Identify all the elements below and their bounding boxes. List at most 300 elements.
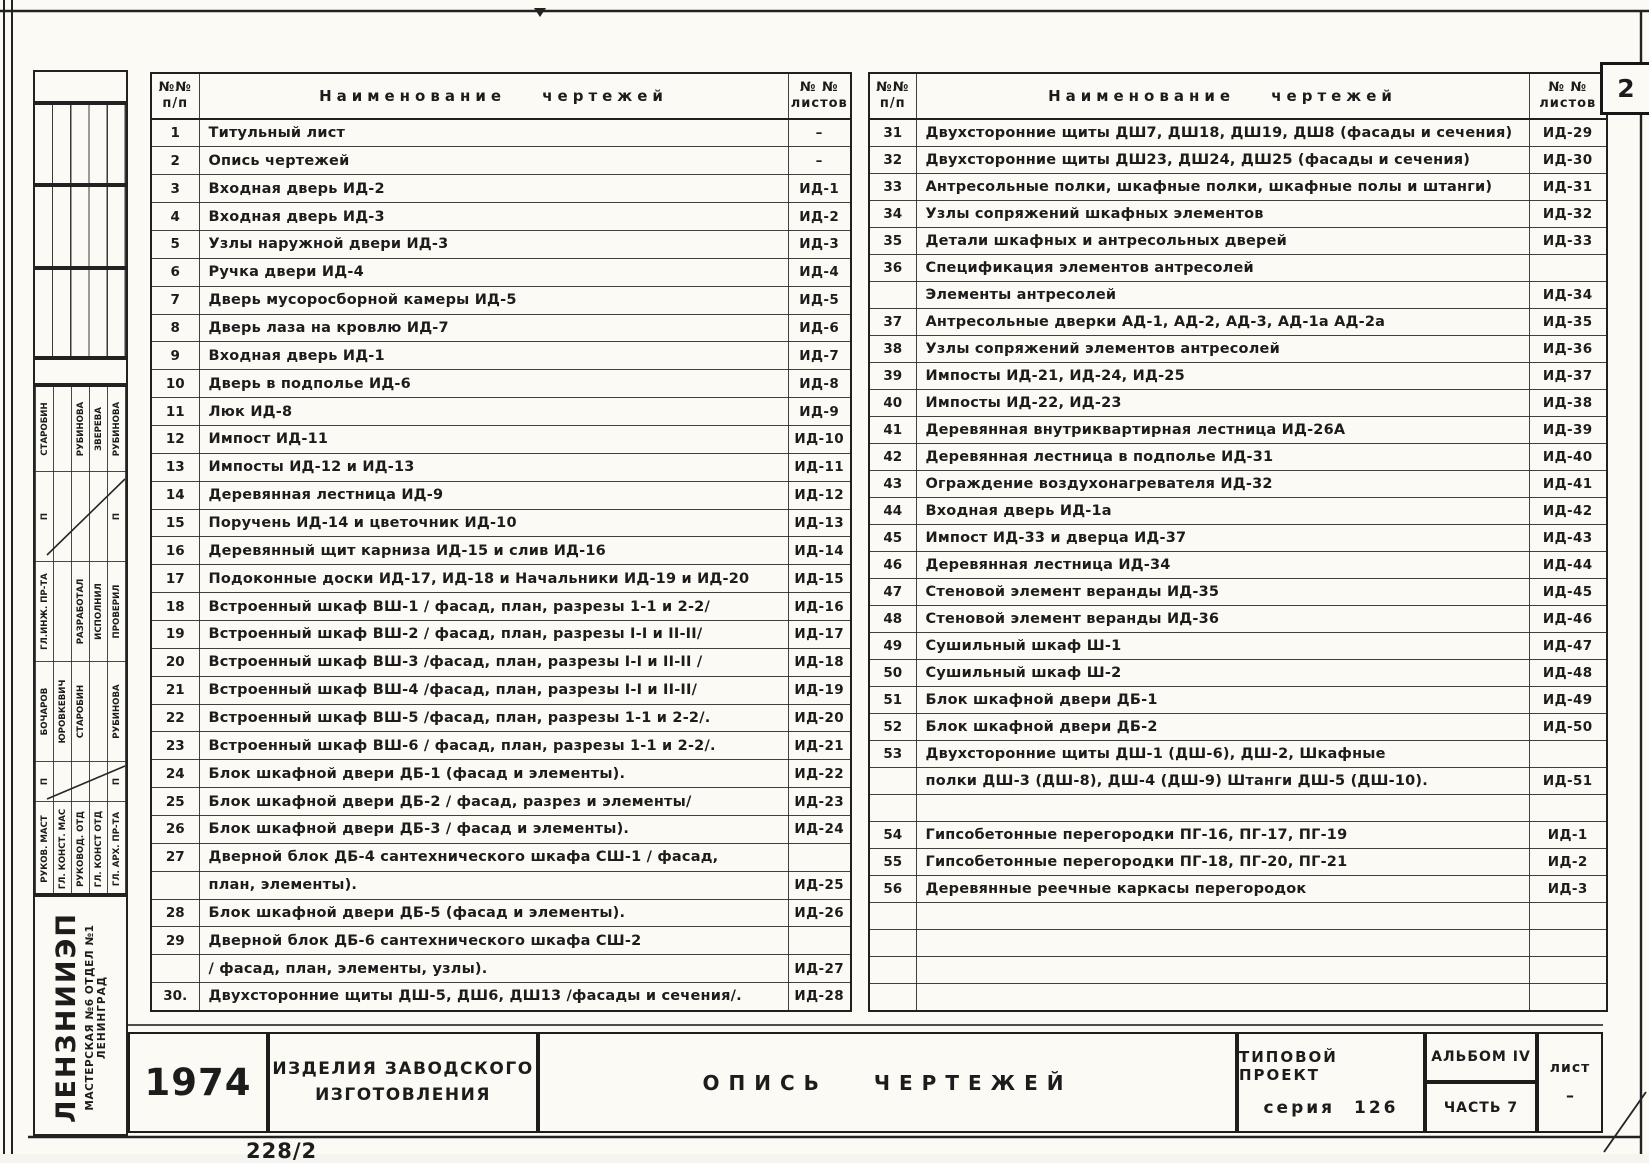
title-block-project-cell [1237,1032,1425,1133]
c-sheet: ИД-22 [788,760,851,788]
c-name: Узлы наружной двери ИД-3 [199,230,788,258]
table-row [869,524,1607,551]
table-row [869,146,1607,173]
c-name: Деревянный щит карниза ИД-15 и слив ИД-16 [199,537,788,565]
c-name: Ручка двери ИД-4 [199,258,788,286]
c-num: 13 [151,453,199,481]
table-row [869,875,1607,902]
table-row [151,230,851,258]
table-row [869,767,1607,794]
c-name: Импосты ИД-12 и ИД-13 [199,453,788,481]
c-sheet [1529,740,1607,767]
sheet-label: лист [1549,1060,1591,1076]
c-num: 17 [151,565,199,593]
c-name: Входная дверь ИД-1а [916,497,1529,524]
c-name: Входная дверь ИД-3 [199,203,788,231]
s-role: РУКОВОД. ОТД [72,802,90,896]
c-sheet: – [788,147,851,175]
c-sheet: ИД-49 [1529,686,1607,713]
c-num: 55 [869,848,916,875]
c-num: 46 [869,551,916,578]
revision-grid-block [33,185,128,268]
c-num: 37 [869,308,916,335]
c-sheet: ИД-1 [788,175,851,203]
table-row [151,147,851,175]
sheet-value: – [1566,1086,1574,1105]
c-name: Блок шкафной двери ДБ-2 [916,713,1529,740]
c-sheet: ИД-11 [788,453,851,481]
c-name: Встроенный шкаф ВШ-4 /фасад, план, разрезы I-I и II-II/ [199,676,788,704]
c-sheet: ИД-21 [788,732,851,760]
c-num: 30. [151,983,199,1011]
table-row [869,794,1607,821]
c-name: Деревянная лестница ИД-9 [199,481,788,509]
c-sheet: ИД-6 [788,314,851,342]
c-num: 53 [869,740,916,767]
c-name: Опись чертежей [199,147,788,175]
c-num: 45 [869,524,916,551]
series: серия 126 [1263,1097,1399,1118]
table-row [151,565,851,593]
c-num [869,767,916,794]
table-row [869,470,1607,497]
c-name: полки ДШ-3 (ДШ-8), ДШ-4 (ДШ-9) Штанги ДШ-5 (ДШ-10). [916,767,1529,794]
c-num: 51 [869,686,916,713]
table-row [151,342,851,370]
c-sheet: ИД-26 [788,899,851,927]
c-name: Дверной блок ДБ-4 сантехнического шкафа СШ-1 / фасад, [199,843,788,871]
c-name: Блок шкафной двери ДБ-1 [916,686,1529,713]
table-row [869,389,1607,416]
table-row [151,453,851,481]
table-row [151,593,851,621]
c-num: 6 [151,258,199,286]
s-name: СТАРОБИН [72,662,90,762]
c-name: Подоконные доски ИД-17, ИД-18 и Начальники ИД-19 и ИД-20 [199,565,788,593]
c-num: 22 [151,704,199,732]
c-num: 50 [869,659,916,686]
table-row [869,173,1607,200]
c-num: 54 [869,821,916,848]
c-num: 49 [869,632,916,659]
c-num [869,794,916,821]
table-row [151,927,851,955]
signature-strokes [35,387,128,895]
archive-number-handwritten: 228/2 [246,1139,318,1163]
c-name: план, элементы). [199,871,788,899]
title-block-year-cell [128,1032,268,1133]
c-sheet: ИД-50 [1529,713,1607,740]
organisation-city: ЛЕНИНГРАД [96,975,109,1060]
c-num: 35 [869,227,916,254]
c-num: 43 [869,470,916,497]
s-role: ГЛ. АРХ. ПР-ТА [108,802,126,896]
c-num: 16 [151,537,199,565]
s-name: РУБИНОВА [72,387,90,472]
c-name: Встроенный шкаф ВШ-3 /фасад, план, разрезы I-I и II-II / [199,648,788,676]
c-name: Импосты ИД-22, ИД-23 [916,389,1529,416]
c-name: Дверной блок ДБ-6 сантехнического шкафа СШ-2 [199,927,788,955]
c-name: Импост ИД-33 и дверца ИД-37 [916,524,1529,551]
c-name: Встроенный шкаф ВШ-1 / фасад, план, разрезы 1-1 и 2-2/ [199,593,788,621]
c-num: 14 [151,481,199,509]
sheet-cell [1537,1032,1603,1133]
c-num [869,902,916,929]
table-row [869,659,1607,686]
c-sheet: ИД-37 [1529,362,1607,389]
s-sig: П [108,472,126,562]
table-row [869,254,1607,281]
c-num [869,281,916,308]
table-row [869,984,1607,1011]
table-row [151,815,851,843]
c-num: 31 [869,119,916,146]
c-name: Антресольные полки, шкафные полки, шкафные полы и штанги) [916,173,1529,200]
part-cell [1425,1082,1537,1133]
table-row [869,713,1607,740]
c-name: Дверь мусоросборной камеры ИД-5 [199,286,788,314]
table-row [151,258,851,286]
c-num: 10 [151,370,199,398]
table-row [151,509,851,537]
s-role: ГЛ.ИНЖ. ПР-ТА [36,562,54,662]
c-name: Сушильный шкаф Ш-1 [916,632,1529,659]
signature-stamp [33,385,128,895]
page-number-box [1600,62,1649,115]
c-name: Люк ИД-8 [199,398,788,426]
column-header-name: Наименование чертежей [916,73,1529,119]
c-sheet [788,927,851,955]
table-row [151,537,851,565]
c-name: Гипсобетонные перегородки ПГ-18, ПГ-20, ПГ-21 [916,848,1529,875]
drawings-table-left [150,72,852,1010]
c-name: Антресольные дверки АД-1, АД-2, АД-3, АД-1а АД-2а [916,308,1529,335]
c-sheet: ИД-35 [1529,308,1607,335]
c-name: Блок шкафной двери ДБ-2 / фасад, разрез и элементы/ [199,788,788,816]
table-row [151,899,851,927]
part: ЧАСТЬ 7 [1443,1099,1519,1116]
s-sig: П [108,762,126,802]
c-name: Деревянная внутриквартирная лестница ИД-26А [916,416,1529,443]
c-num: 25 [151,788,199,816]
c-name: Блок шкафной двери ДБ-3 / фасад и элементы). [199,815,788,843]
table-row [151,760,851,788]
table-row [869,632,1607,659]
c-name: Деревянная лестница в подполье ИД-31 [916,443,1529,470]
c-sheet: ИД-29 [1529,119,1607,146]
organisation-workshop: МАСТЕРСКАЯ №6 ОТДЕЛ №1 [84,924,97,1111]
table-row [151,398,851,426]
product-name-line1: ИЗДЕЛИЯ ЗАВОДСКОГО [272,1059,534,1079]
table-row [151,788,851,816]
c-sheet [1529,254,1607,281]
c-num: 33 [869,173,916,200]
c-sheet: ИД-47 [1529,632,1607,659]
column-header-name: Наименование чертежей [199,73,788,119]
c-sheet: ИД-3 [1529,875,1607,902]
c-num: 21 [151,676,199,704]
c-name: Деревянная лестница ИД-34 [916,551,1529,578]
c-num: 38 [869,335,916,362]
c-sheet: ИД-1 [1529,821,1607,848]
organisation-block [33,895,128,1136]
c-sheet: ИД-38 [1529,389,1607,416]
c-num [151,871,199,899]
drawings-table-right [868,72,1608,1010]
c-sheet: ИД-15 [788,565,851,593]
table-row [151,983,851,1011]
c-sheet: ИД-13 [788,509,851,537]
c-num: 27 [151,843,199,871]
table-row [869,605,1607,632]
table-row [869,119,1607,146]
table-row [869,929,1607,956]
c-num: 15 [151,509,199,537]
c-sheet: ИД-43 [1529,524,1607,551]
table-row [151,119,851,147]
s-role: РАЗРАБОТАЛ [72,562,90,662]
table-row [151,425,851,453]
c-num: 9 [151,342,199,370]
c-name: Стеновой элемент веранды ИД-35 [916,578,1529,605]
c-name [916,902,1529,929]
c-name: Узлы сопряжений шкафных элементов [916,200,1529,227]
column-header-number: №№ п/п [869,73,916,119]
c-sheet: ИД-23 [788,788,851,816]
c-num: 52 [869,713,916,740]
c-name: Двухсторонние щиты ДШ23, ДШ24, ДШ25 (фасады и сечения) [916,146,1529,173]
table-row [151,955,851,983]
s-role: ПРОВЕРИЛ [108,562,126,662]
c-num: 42 [869,443,916,470]
c-sheet: ИД-7 [788,342,851,370]
c-num: 8 [151,314,199,342]
c-sheet: ИД-10 [788,425,851,453]
table-row [869,281,1607,308]
c-num: 36 [869,254,916,281]
c-num [869,956,916,983]
s-role: ГЛ. КОНСТ ОТД [90,802,108,896]
c-num: 56 [869,875,916,902]
s-name: СТАРОБИН [36,387,54,472]
s-role: ГЛ. КОНСТ. МАС [54,802,72,896]
c-name: Встроенный шкаф ВШ-6 / фасад, план, разрезы 1-1 и 2-2/. [199,732,788,760]
c-num: 26 [151,815,199,843]
column-header-sheets: № № листов [788,73,851,119]
organisation-name: ЛЕНЗНИИЭП [50,912,82,1123]
revision-grid-block [33,268,128,358]
c-num [151,955,199,983]
column-header-sheets: № № листов [1529,73,1607,119]
c-sheet: ИД-46 [1529,605,1607,632]
c-name: Деревянные реечные каркасы перегородок [916,875,1529,902]
c-sheet: ИД-34 [1529,281,1607,308]
c-name: Сушильный шкаф Ш-2 [916,659,1529,686]
table-row [869,308,1607,335]
c-name [916,794,1529,821]
c-num [869,929,916,956]
c-sheet: ИД-36 [1529,335,1607,362]
table-row [151,481,851,509]
c-sheet: ИД-31 [1529,173,1607,200]
c-sheet: ИД-4 [788,258,851,286]
table-row [869,443,1607,470]
c-num: 23 [151,732,199,760]
c-name: Входная дверь ИД-2 [199,175,788,203]
c-sheet: ИД-40 [1529,443,1607,470]
c-num [869,984,916,1011]
c-sheet [1529,984,1607,1011]
table-row [151,203,851,231]
revision-grid-block [33,103,128,185]
c-num: 48 [869,605,916,632]
c-name: Входная дверь ИД-1 [199,342,788,370]
product-name-line2: ИЗГОТОВЛЕНИЯ [315,1084,491,1105]
c-sheet: ИД-48 [1529,659,1607,686]
table-row [151,871,851,899]
c-sheet: ИД-2 [788,203,851,231]
c-num: 24 [151,760,199,788]
c-sheet: ИД-12 [788,481,851,509]
c-num: 39 [869,362,916,389]
table-row [869,335,1607,362]
c-sheet: ИД-16 [788,593,851,621]
table-row [869,578,1607,605]
c-name: Стеновой элемент веранды ИД-36 [916,605,1529,632]
table-row [151,286,851,314]
s-sig: П [36,762,54,802]
c-num: 19 [151,620,199,648]
table-row [869,416,1607,443]
c-num: 3 [151,175,199,203]
album: АЛЬБОМ IV [1431,1049,1531,1065]
c-num: 44 [869,497,916,524]
s-name: РУБИНОВА [108,662,126,762]
c-sheet [1529,902,1607,929]
table-row [869,227,1607,254]
table-row [869,497,1607,524]
s-role: ИСПОЛНИЛ [90,562,108,662]
c-sheet: ИД-32 [1529,200,1607,227]
table-row [869,902,1607,929]
c-name: Дверь в подполье ИД-6 [199,370,788,398]
table-row [869,821,1607,848]
table-row [869,551,1607,578]
title-block-product-cell [268,1032,538,1133]
c-name: Поручень ИД-14 и цветочник ИД-10 [199,509,788,537]
c-name: Ограждение воздухонагревателя ИД-32 [916,470,1529,497]
s-name: РУБИНОВА [108,387,126,472]
table-row [869,956,1607,983]
table-row [151,704,851,732]
table-header-row [151,73,851,119]
table-row [151,732,851,760]
c-num: 41 [869,416,916,443]
c-sheet: ИД-9 [788,398,851,426]
c-sheet: ИД-5 [788,286,851,314]
c-name: Гипсобетонные перегородки ПГ-16, ПГ-17, ПГ-19 [916,821,1529,848]
c-sheet: ИД-44 [1529,551,1607,578]
c-name: Детали шкафных и антресольных дверей [916,227,1529,254]
c-sheet: – [788,119,851,147]
c-sheet: ИД-3 [788,230,851,258]
table-row [151,676,851,704]
album-cell [1425,1032,1537,1082]
c-sheet [788,843,851,871]
c-sheet: ИД-28 [788,983,851,1011]
c-sheet: ИД-24 [788,815,851,843]
c-sheet [1529,929,1607,956]
c-name: Двухсторонние щиты ДШ7, ДШ18, ДШ19, ДШ8 (фасады и сечения) [916,119,1529,146]
c-num: 7 [151,286,199,314]
c-sheet: ИД-27 [788,955,851,983]
title-block-doc-title-cell [538,1032,1237,1133]
table-header-row [869,73,1607,119]
c-sheet: ИД-8 [788,370,851,398]
c-sheet: ИД-39 [1529,416,1607,443]
c-sheet: ИД-19 [788,676,851,704]
table-row [151,648,851,676]
c-sheet: ИД-42 [1529,497,1607,524]
c-sheet: ИД-18 [788,648,851,676]
table-row [151,314,851,342]
year: 1974 [144,1061,252,1104]
c-name: Элементы антресолей [916,281,1529,308]
c-num: 34 [869,200,916,227]
c-sheet: ИД-17 [788,620,851,648]
c-name: Узлы сопряжений элементов антресолей [916,335,1529,362]
s-name: ЮРОВКЕВИЧ [54,662,72,762]
c-num: 2 [151,147,199,175]
c-sheet: ИД-14 [788,537,851,565]
c-sheet: ИД-2 [1529,848,1607,875]
c-num: 20 [151,648,199,676]
c-num: 18 [151,593,199,621]
c-name: Импосты ИД-21, ИД-24, ИД-25 [916,362,1529,389]
table-row [869,200,1607,227]
c-name: Импост ИД-11 [199,425,788,453]
c-name: Титульный лист [199,119,788,147]
c-name: / фасад, план, элементы, узлы). [199,955,788,983]
title-block-top-line [128,1024,1603,1026]
c-name: Дверь лаза на кровлю ИД-7 [199,314,788,342]
table-row [869,362,1607,389]
c-sheet: ИД-33 [1529,227,1607,254]
c-sheet: ИД-20 [788,704,851,732]
c-num: 40 [869,389,916,416]
s-role: РУКОВ. МАСТ [36,802,54,896]
page-number: 2 [1617,74,1635,103]
c-num: 32 [869,146,916,173]
c-name: Блок шкафной двери ДБ-5 (фасад и элементы). [199,899,788,927]
c-sheet: ИД-51 [1529,767,1607,794]
revision-spacer-cell [33,358,128,385]
table-row [869,740,1607,767]
c-sheet: ИД-25 [788,871,851,899]
c-name: Блок шкафной двери ДБ-1 (фасад и элементы). [199,760,788,788]
c-sheet [1529,794,1607,821]
c-name: Двухсторонние щиты ДШ-1 (ДШ-6), ДШ-2, Шкафные [916,740,1529,767]
column-header-number: №№ п/п [151,73,199,119]
s-name: БОЧАРОВ [36,662,54,762]
table-row [151,370,851,398]
c-num: 47 [869,578,916,605]
c-sheet [1529,956,1607,983]
table-row [151,843,851,871]
c-name [916,984,1529,1011]
table-row [151,620,851,648]
table-row [151,175,851,203]
